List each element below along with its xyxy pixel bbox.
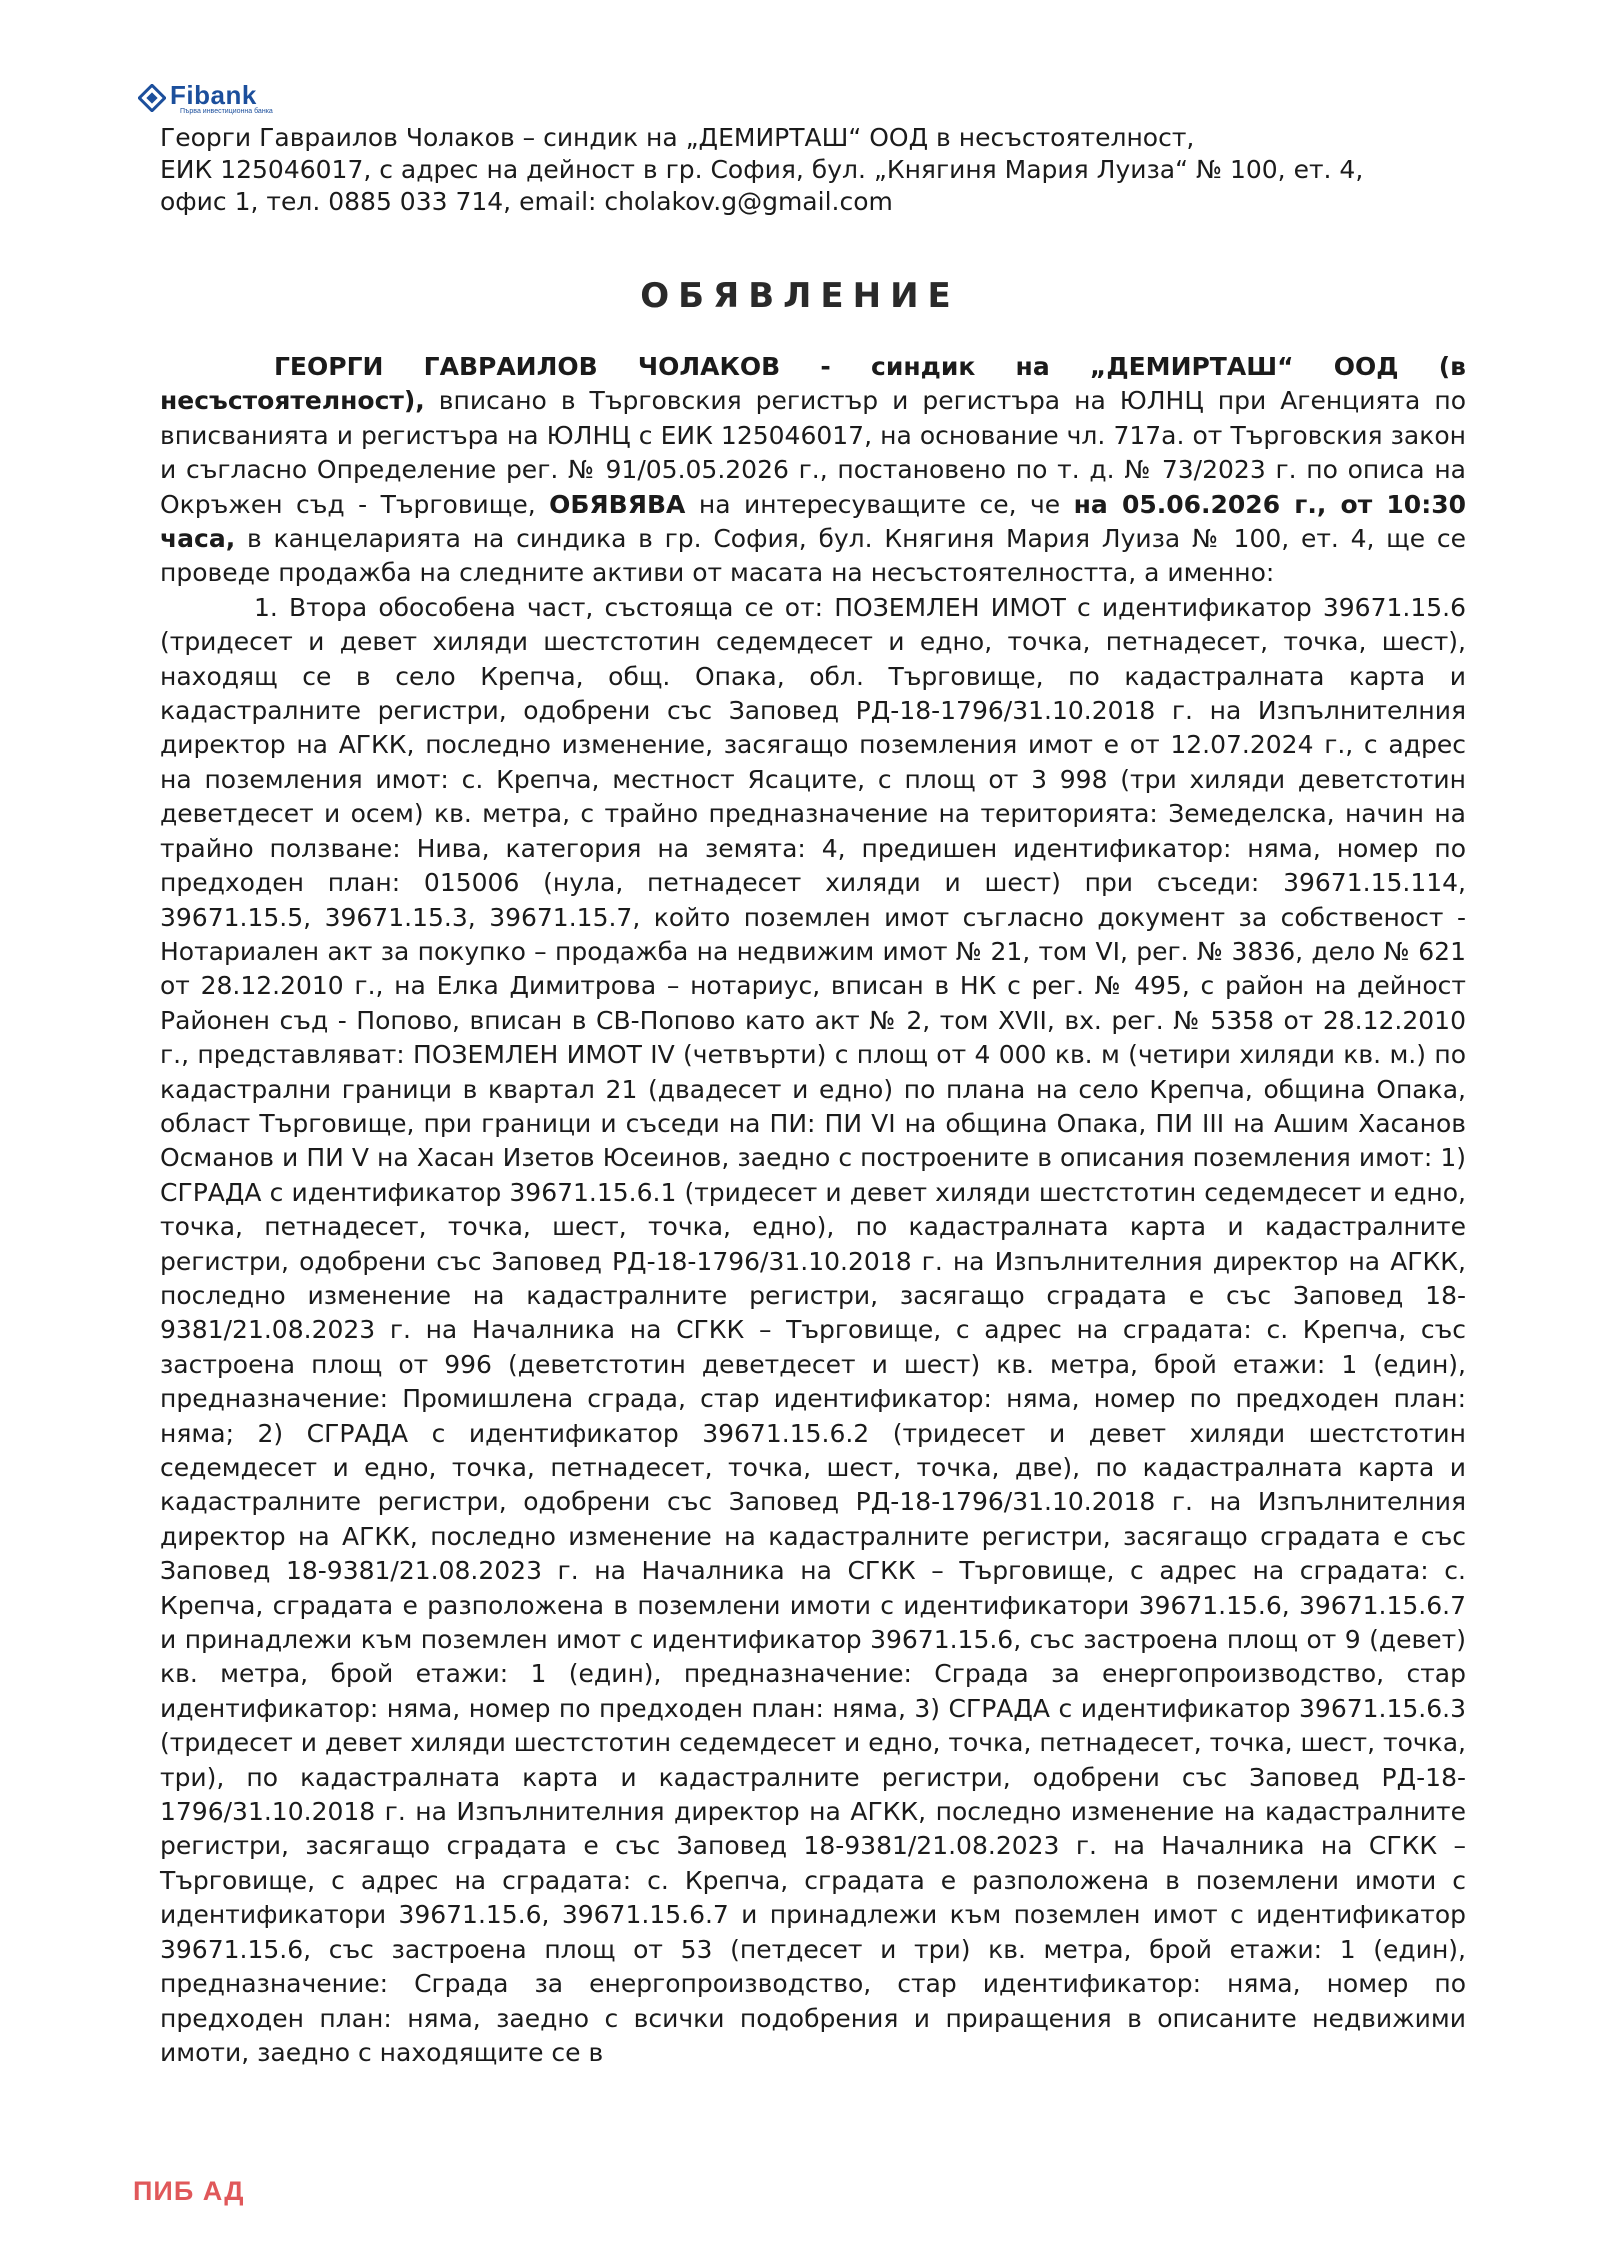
intro-text: на интересуващите се, че xyxy=(685,489,1074,519)
document-body xyxy=(160,350,1466,2070)
intro-paragraph xyxy=(160,350,1466,591)
letterhead-line: Георги Гавраилов Чолаков – синдик на „ДЕМИРТАШ“ ООД в несъстоятелност, xyxy=(160,123,1195,152)
bank-footer-mark: ПИБ АД xyxy=(133,2176,245,2206)
trustee-name: ГЕОРГИ ГАВРАИЛОВ ЧОЛАКОВ - синдик на „ДЕМИРТАШ“ ООД (в несъстоятелност), xyxy=(160,352,1466,416)
letterhead-line: ЕИК 125046017, с адрес на дейност в гр. София, бул. „Княгиня Мария Луиза“ № 100, ет. 4, xyxy=(160,155,1364,184)
letterhead xyxy=(160,122,1460,218)
bank-logo xyxy=(138,82,273,116)
fibank-diamond-icon xyxy=(138,84,166,112)
sale-datetime: на 05.06.2026 г., от 10:30 часа, xyxy=(160,489,1466,554)
intro-text: в канцеларията на синдика в гр. София, бул. Княгиня Мария Луиза № 100, ет. 4, ще се проведе продажба на следните активи от масата на несъстоятелността, а именно: xyxy=(160,524,1466,588)
intro-text: вписано в Търговския регистър и регистъра на ЮЛНЦ при Агенцията по вписванията и регистъра на ЮЛНЦ с ЕИК 125046017, на основание чл. 717а. от Търговския закон и съгласно Определение рег. № 91/05.05.2026 г., постановено по т. д. № 73/2023 г. по описа на Окръжен съд - Търговище, xyxy=(160,386,1466,519)
announces-label: ОБЯВЯВА xyxy=(549,489,686,519)
asset-item-1: 1. Втора обособена част, състояща се от: ПОЗЕМЛЕН ИМОТ с идентификатор 39671.15.6 (тридесет и девет хиляди шестстотин седемдесет и едно, точка, петнадесет, точка, шест), находящ се в село Крепча, общ. Опака, обл. Търговище, по кадастралната карта и кадастралните регистри, одобрени със Заповед РД-18-1796/31.10.2018 г. на Изпълнителния директор на АГКК, последно изменение, засягащо поземления имот е от 12.07.2024 г., с адрес на поземления имот: с. Крепча, местност Ясаците, с площ от 3 998 (три хиляди деветстотин деветдесет и осем) кв. метра, с трайно предназначение на територията: Земеделска, начин на трайно ползване: Нива, категория на земята: 4, предишен идентификатор: няма, номер по предходен план: 015006 (нула, петнадесет хиляди и шест) при съседи: 39671.15.114, 39671.15.5, 39671.15.3, 39671.15.7, който поземлен имот съгласно документ за собственост - Нотариален акт за покупко – продажба на недвижим имот № 21, том VI, рег. № 3836, дело № 621 от 28.12.2010 г., на Елка Димитрова – нотариус, вписан в НК с рег. № 495, с район на дейност Районен съд - Попово, вписан в СВ-Попово като акт № 2, том XVII, вх. рег. № 5358 от 28.12.2010 г., представляват: ПОЗЕМЛЕН ИМОТ IV (четвърти) с площ от 4 000 кв. м (четири хиляди кв. м.) по кадастрални граници в квартал 21 (двадесет и едно) по плана на село Крепча, община Опака, област Търговище, при граници и съседи на ПИ: ПИ VI на община Опака, ПИ III на Ашим Хасанов Османов и ПИ V на Хасан Изетов Юсеинов, заедно с построените в описания поземления имот: 1) СГРАДА с идентификатор 39671.15.6.1 (тридесет и девет хиляди шестстотин седемдесет и едно, точка, петнадесет, точка, шест, точка, едно), по кадастралната карта и кадастралните регистри, одобрени със Заповед РД-18-1796/31.10.2018 г. на Изпълнителния директор на АГКК, последно изменение на кадастралните регистри, засягащо сградата е със Заповед 18-9381/21.08.2023 г. на Началника на СГКК – Търговище, с адрес на сградата: с. Крепча, със застроена площ от 996 (деветстотин деветдесет и шест) кв. метра, брой етажи: 1 (един), предназначение: Промишлена сграда, стар идентификатор: няма, номер по предходен план: няма; 2) СГРАДА с идентификатор 39671.15.6.2 (тридесет и девет хиляди шестстотин седемдесет и едно, точка, петнадесет, точка, шест, точка, две), по кадастралната карта и кадастралните регистри, одобрени със Заповед РД-18-1796/31.10.2018 г. на Изпълнителния директор на АГКК, последно изменение на кадастралните регистри, засягащо сградата е със Заповед 18-9381/21.08.2023 г. на Началника на СГКК – Търговище, с адрес на сградата: с. Крепча, сградата е разположена в поземлени имоти с идентификатори 39671.15.6, 39671.15.6.7 и принадлежи към поземлен имот с идентификатор 39671.15.6, със застроена площ от 9 (девет) кв. метра, брой етажи: 1 (един), предназначение: Сграда за енергопроизводство, стар идентификатор: няма, номер по предходен план: няма, 3) СГРАДА с идентификатор 39671.15.6.3 (тридесет и девет хиляди шестстотин седемдесет и едно, точка, петнадесет, точка, шест, точка, три), по кадастралната карта и кадастралните регистри, одобрени със Заповед РД-18-1796/31.10.2018 г. на Изпълнителния директор на АГКК, последно изменение на кадастралните регистри, засягащо сградата е със Заповед 18-9381/21.08.2023 г. на Началника на СГКК – Търговище, с адрес на сградата: с. Крепча, сградата е разположена в поземлени имоти с идентификатори 39671.15.6, 39671.15.6.7 и принадлежи към поземлен имот с идентификатор 39671.15.6, със застроена площ от 53 (петдесет и три) кв. метра, брой етажи: 1 (един), предназначение: Сграда за енергопроизводство, стар идентификатор: няма, номер по предходен план: няма, заедно с всички подобрения и приращения в описаните недвижими имоти, заедно с находящите се в xyxy=(160,592,1466,2067)
letterhead-line: офис 1, тел. 0885 033 714, email: cholakov.g@gmail.com xyxy=(160,187,893,216)
document-title: ОБЯВЛЕНИЕ xyxy=(640,276,960,316)
logo-name: Fibank xyxy=(170,80,257,110)
logo-tagline: Първа инвестиционна банка xyxy=(180,108,273,115)
